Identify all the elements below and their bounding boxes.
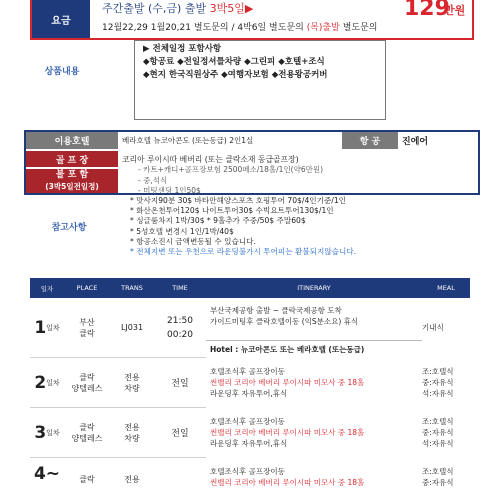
itinerary-line: 호텔조식후 골프장이동 [210, 367, 285, 376]
meal-cell [422, 416, 470, 449]
place-text: 클락 [79, 328, 95, 338]
price-dates-text: 12월22,29 1월20,21 별도문의 / 4박6일 별도문의 [102, 23, 304, 33]
excluded-item: - 카트+캐디+골프장보험 2500페소/18홀/1인(약6만원) [138, 165, 324, 174]
meal-text: 조:호텔식 [422, 417, 454, 426]
itinerary-line: 썬밸리 코리아 베버리 루이시따 미모사 중 18홀 [210, 478, 365, 487]
includes-box [134, 40, 386, 120]
reference-list [130, 196, 470, 257]
itinerary-line: 가이드미팅후 클락호텔이동 (익S분소요) 휴식 [210, 317, 359, 326]
meal-cell [422, 366, 470, 399]
day-suffix: 일차 [46, 428, 60, 437]
price-dates-line [102, 20, 377, 33]
reference-label: 참고사항 [51, 222, 87, 233]
meal-text: 중:자유식 [422, 478, 454, 487]
excluded-item: - 중,석식 [138, 175, 168, 185]
price-departure-line [102, 0, 253, 16]
price-days-text: (수,금) 출발 [148, 2, 207, 15]
reference-item: * 화산온천투어120$ 나이트투어30$ 수빅요트투어130$/1인 [130, 206, 334, 216]
hotel-label: 이용호텔 [26, 132, 118, 149]
excluded-title: 불 포 함 [55, 170, 89, 180]
hotel-value: 베라호텔 뉴코아콘도 (또는동급) 2인1실 [122, 136, 254, 145]
schedule-table [30, 278, 470, 500]
place-text: 클락 [79, 372, 95, 382]
trans-cell: LJ031 [110, 298, 154, 358]
time-text: 00:20 [167, 329, 193, 340]
meal-text: 조:호텔식 [422, 367, 454, 376]
itinerary-line: 호텔조식후 골프장이동 [210, 417, 285, 426]
header-place: PLACE [64, 278, 110, 298]
includes-line-2: ◆현지 한국직원상주 ◆여행자보험 ◆전용왕공커버 [143, 70, 328, 80]
place-cell [64, 408, 110, 458]
day-cell [30, 408, 64, 458]
reference-item: * 5성호텔 변경시 1인/1박/40$ [130, 226, 234, 236]
place-cell [64, 298, 110, 358]
day-suffix: 일차 [46, 323, 60, 332]
trans-cell: 전용 [124, 474, 140, 484]
info-table [24, 130, 480, 195]
reference-item: * 항공소진시 금액변동될 수 있습니다. [130, 236, 256, 246]
itinerary-cell [206, 366, 422, 399]
airline-label: 항 공 [342, 132, 398, 149]
itinerary-line: 호텔조식후 골프장이동 [210, 467, 285, 476]
day-cell [30, 358, 64, 408]
header-day: 일자 [30, 278, 64, 298]
itinerary-line: 라운딩후 자유투어,휴식 [210, 439, 288, 448]
reference-item: * 맛사지90분 30$ 바타안해양스포츠 호핑투어 70$/4인기준/1인 [130, 196, 347, 205]
trans-cell: 전용 차량 [110, 408, 154, 458]
day-suffix: 일차 [46, 378, 60, 387]
meal-text: 석:자유식 [422, 439, 454, 448]
time-cell [154, 298, 206, 358]
time-cell: 전일 [154, 358, 206, 408]
meal-text: 중:자유식 [422, 378, 454, 387]
itinerary-line: 썬밸리 코리아 베버리 루이시따 미모사 중 18홀 [210, 378, 365, 387]
day-number: 4~ [33, 464, 61, 484]
price-unit: 만원 [444, 4, 466, 17]
meal-text: 석:자유식 [422, 389, 454, 398]
place-text: 양텔레스 [71, 383, 103, 393]
place-cell [64, 358, 110, 408]
place-text: 클락 [79, 422, 95, 432]
price-nights-text: 3박5일 [209, 2, 245, 15]
play-arrow-icon: ▶ [244, 2, 254, 15]
place-cell: 클락 [79, 474, 95, 484]
price-thursday-text: (목)출발 [306, 23, 340, 33]
meal-cell [422, 466, 470, 488]
itinerary-line: 라운딩후 자유투어,휴식 [210, 389, 288, 398]
golf-value: 코리아 루이시따 베버리 (또는 클락소재 동급골프장) [122, 154, 299, 164]
day-cell [30, 458, 64, 500]
hotel-line: Hotel : 뉴코아콘도 또는 베라호텔 (또는동급) [206, 340, 422, 355]
golf-label: 골 프 장 [26, 151, 118, 167]
day-number: 3 [34, 422, 47, 443]
excluded-item: - 미팅샌딩 1인50$ [138, 186, 201, 195]
itinerary-cell [206, 466, 422, 488]
header-meal: MEAL [422, 278, 470, 298]
reference-note: * 전체지변 또는 우천으로 라운딩불가시 투어피는 환불되지않습니다. [130, 247, 357, 257]
price-amount: 129 [404, 0, 450, 21]
excluded-subtitle: (3박5일전일정) [45, 182, 99, 191]
includes-line-1: ◆항공료 ◆전일정셔틀차량 ◆그린피 ◆호텔+조식 [143, 57, 325, 67]
includes-title: ▶ 전체일정 포함사항 [143, 44, 222, 54]
price-weekday-text: 주간출발 [102, 2, 145, 15]
excluded-list [138, 165, 468, 197]
meal-text: 중:자유식 [422, 428, 454, 437]
header-time: TIME [154, 278, 206, 298]
day-cell [30, 298, 64, 358]
trans-cell: 전용 차량 [110, 358, 154, 408]
excluded-label [26, 169, 118, 193]
airline-value: 진에어 [402, 137, 429, 147]
reference-item: * 싱글룸차지 1박/30$ * 9홀추가 주중/50$ 주말60$ [130, 216, 306, 226]
time-text: 21:50 [167, 315, 193, 326]
itinerary-line: 썬밸리 코리아 베버리 루이시따 미모사 중 18홀 [210, 428, 365, 437]
header-trans: TRANS [110, 278, 154, 298]
meal-text: 기내식 [422, 323, 444, 332]
time-cell: 전일 [154, 408, 206, 458]
header-itinerary: ITINERARY [206, 278, 422, 298]
price-box [30, 0, 474, 40]
meal-text: 조:호텔식 [422, 467, 454, 476]
place-text: 양텔레스 [71, 433, 103, 443]
day-number: 1 [34, 317, 47, 338]
meal-cell [422, 322, 470, 333]
price-dates-tail: 별도문의 [342, 23, 378, 33]
itinerary-cell [206, 416, 422, 449]
price-label: 요금 [32, 0, 90, 38]
includes-label: 상품내용 [44, 67, 80, 77]
place-text: 부산 [79, 317, 95, 327]
itinerary-cell [206, 305, 422, 327]
itinerary-line: 부산국제공항 출발 ~ 클락국제공항 도착 [210, 306, 342, 315]
day-number: 2 [34, 372, 47, 393]
